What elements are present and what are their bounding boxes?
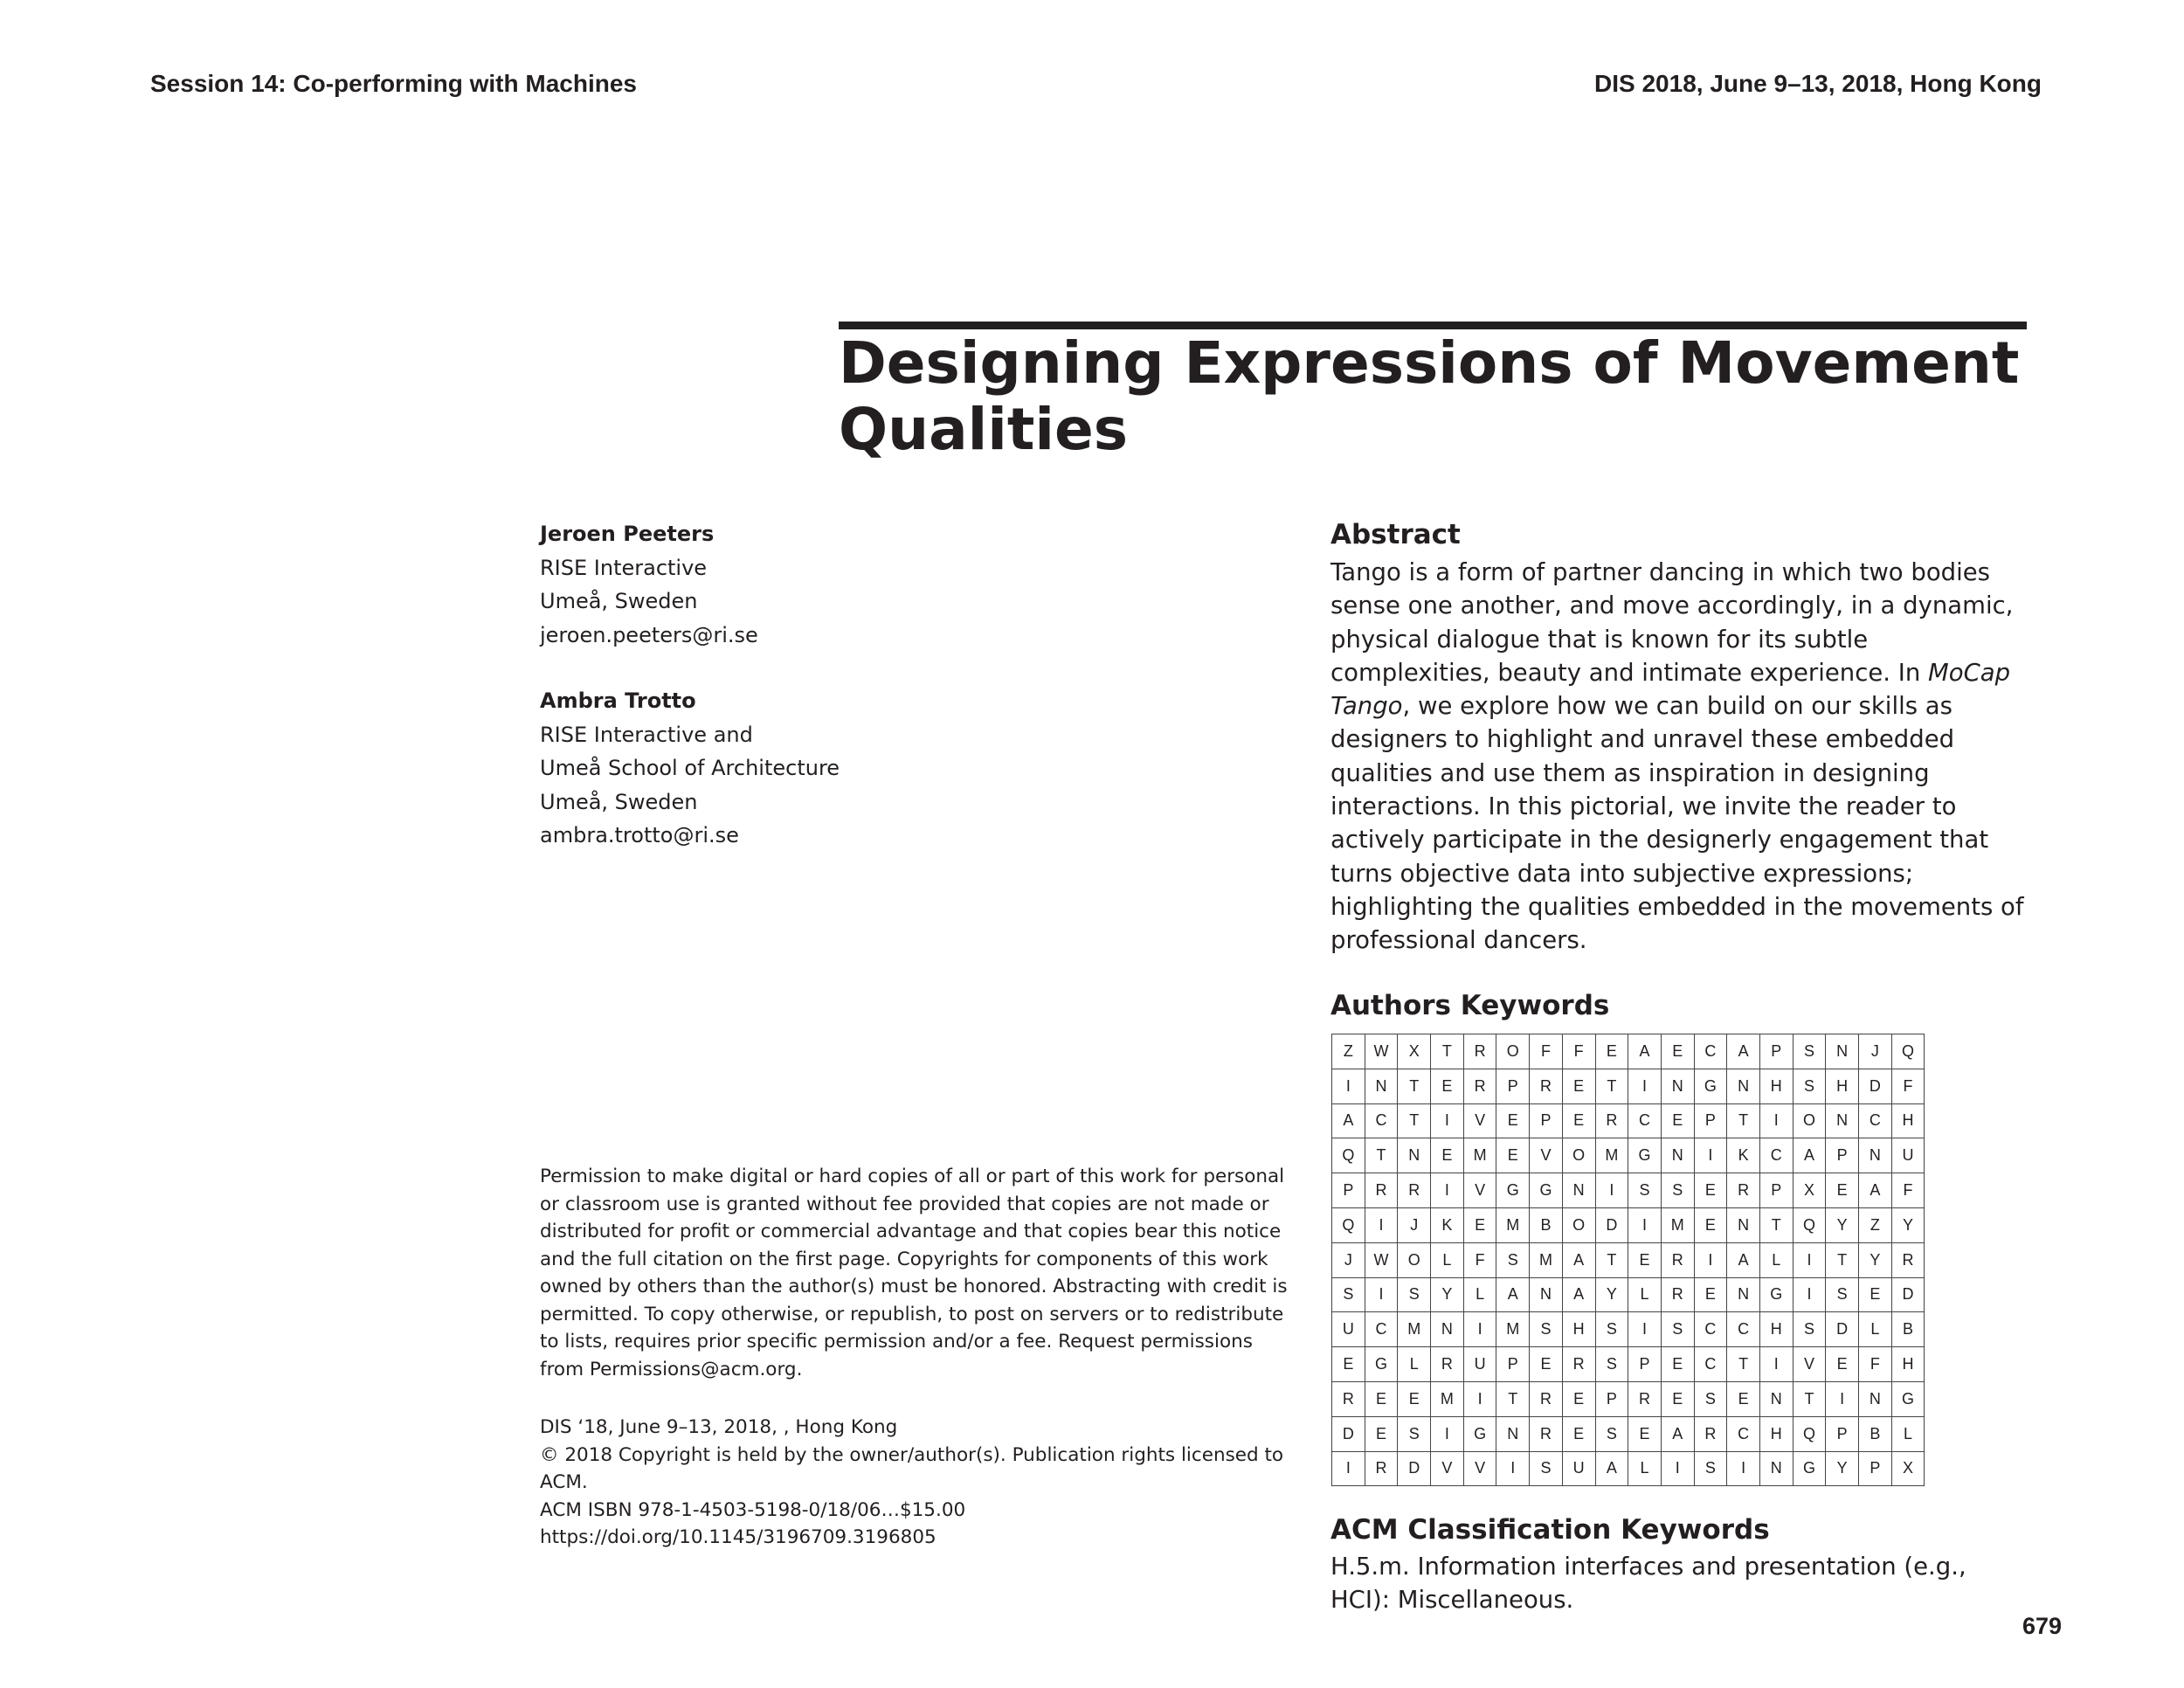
grid-cell: Q xyxy=(1793,1416,1826,1451)
grid-cell: A xyxy=(1661,1416,1694,1451)
grid-cell: P xyxy=(1595,1381,1628,1416)
grid-cell: I xyxy=(1694,1138,1727,1173)
author-name: Jeroen Peeters xyxy=(540,522,715,546)
running-header-session: Session 14: Co-performing with Machines xyxy=(150,70,637,97)
grid-cell: S xyxy=(1530,1312,1563,1347)
grid-cell: R xyxy=(1661,1277,1694,1312)
grid-cell: I xyxy=(1431,1103,1464,1138)
grid-cell: E xyxy=(1628,1242,1662,1277)
grid-cell: R xyxy=(1530,1381,1563,1416)
grid-cell: C xyxy=(1628,1103,1662,1138)
author-email: ambra.trotto@ri.se xyxy=(540,823,739,847)
grid-cell: I xyxy=(1496,1451,1530,1486)
grid-cell: E xyxy=(1595,1034,1628,1069)
grid-cell: E xyxy=(1859,1277,1892,1312)
grid-cell: M xyxy=(1431,1381,1464,1416)
grid-cell: S xyxy=(1694,1451,1727,1486)
grid-cell: E xyxy=(1628,1416,1662,1451)
grid-cell: A xyxy=(1562,1277,1595,1312)
grid-cell: S xyxy=(1694,1381,1727,1416)
grid-cell: V xyxy=(1793,1347,1826,1382)
grid-cell: Q xyxy=(1891,1034,1925,1069)
grid-cell: X xyxy=(1793,1173,1826,1208)
grid-cell: D xyxy=(1398,1451,1431,1486)
grid-cell: W xyxy=(1365,1242,1398,1277)
grid-cell: J xyxy=(1398,1207,1431,1242)
grid-cell: T xyxy=(1727,1103,1760,1138)
word-search-grid xyxy=(1331,1034,1925,1486)
grid-cell: E xyxy=(1661,1103,1694,1138)
grid-cell: E xyxy=(1562,1416,1595,1451)
grid-cell: P xyxy=(1859,1451,1892,1486)
grid-cell: N xyxy=(1727,1207,1760,1242)
grid-cell: S xyxy=(1793,1034,1826,1069)
grid-cell: K xyxy=(1727,1138,1760,1173)
grid-cell: S xyxy=(1826,1277,1859,1312)
grid-cell: L xyxy=(1628,1277,1662,1312)
grid-cell: R xyxy=(1530,1069,1563,1103)
grid-row xyxy=(1332,1138,1925,1173)
grid-cell: P xyxy=(1694,1103,1727,1138)
grid-cell: I xyxy=(1365,1277,1398,1312)
grid-cell: M xyxy=(1463,1138,1496,1173)
grid-cell: N xyxy=(1859,1138,1892,1173)
grid-cell: H xyxy=(1759,1069,1793,1103)
grid-cell: F xyxy=(1859,1347,1892,1382)
grid-cell: F xyxy=(1891,1069,1925,1103)
grid-cell: A xyxy=(1727,1034,1760,1069)
grid-cell: J xyxy=(1332,1242,1365,1277)
grid-cell: A xyxy=(1793,1138,1826,1173)
grid-cell: T xyxy=(1431,1034,1464,1069)
grid-cell: P xyxy=(1759,1034,1793,1069)
grid-cell: N xyxy=(1826,1034,1859,1069)
grid-cell: L xyxy=(1891,1416,1925,1451)
grid-cell: N xyxy=(1530,1277,1563,1312)
grid-cell: N xyxy=(1431,1312,1464,1347)
grid-cell: U xyxy=(1891,1138,1925,1173)
grid-cell: H xyxy=(1891,1103,1925,1138)
grid-cell: E xyxy=(1496,1138,1530,1173)
grid-cell: F xyxy=(1891,1173,1925,1208)
grid-cell: V xyxy=(1530,1138,1563,1173)
grid-cell: I xyxy=(1793,1277,1826,1312)
grid-cell: V xyxy=(1463,1451,1496,1486)
grid-cell: E xyxy=(1826,1173,1859,1208)
grid-cell: I xyxy=(1431,1416,1464,1451)
grid-cell: E xyxy=(1562,1381,1595,1416)
grid-cell: I xyxy=(1727,1451,1760,1486)
abstract-heading: Abstract xyxy=(1330,519,1461,550)
abstract-text-part: Tango is a form of partner dancing in which two bodies sense one another, and move accordingly, in a dynamic, physical dialogue that is known for its subtle complexities, beauty and intimate experience. In xyxy=(1330,558,2014,687)
grid-cell: P xyxy=(1826,1138,1859,1173)
grid-cell: A xyxy=(1332,1103,1365,1138)
grid-cell: Q xyxy=(1793,1207,1826,1242)
grid-cell: E xyxy=(1661,1347,1694,1382)
grid-row xyxy=(1332,1451,1925,1486)
grid-row xyxy=(1332,1416,1925,1451)
grid-cell: O xyxy=(1562,1207,1595,1242)
grid-cell: P xyxy=(1530,1103,1563,1138)
abstract-text xyxy=(1330,556,2029,958)
grid-cell: I xyxy=(1365,1207,1398,1242)
grid-cell: Z xyxy=(1859,1207,1892,1242)
grid-cell: F xyxy=(1463,1242,1496,1277)
grid-cell: L xyxy=(1759,1242,1793,1277)
grid-cell: R xyxy=(1530,1416,1563,1451)
grid-cell: C xyxy=(1859,1103,1892,1138)
grid-cell: R xyxy=(1595,1103,1628,1138)
grid-row xyxy=(1332,1242,1925,1277)
grid-cell: X xyxy=(1891,1451,1925,1486)
grid-cell: L xyxy=(1628,1451,1662,1486)
grid-cell: G xyxy=(1496,1173,1530,1208)
grid-cell: N xyxy=(1562,1173,1595,1208)
grid-cell: W xyxy=(1365,1034,1398,1069)
grid-cell: N xyxy=(1826,1103,1859,1138)
grid-cell: R xyxy=(1661,1242,1694,1277)
grid-cell: R xyxy=(1365,1451,1398,1486)
acm-heading: ACM Classification Keywords xyxy=(1330,1514,1770,1546)
grid-cell: V xyxy=(1463,1103,1496,1138)
grid-cell: T xyxy=(1398,1069,1431,1103)
grid-cell: G xyxy=(1793,1451,1826,1486)
grid-cell: H xyxy=(1759,1416,1793,1451)
grid-cell: S xyxy=(1793,1069,1826,1103)
grid-row xyxy=(1332,1173,1925,1208)
author-block xyxy=(540,517,758,652)
grid-cell: I xyxy=(1332,1451,1365,1486)
grid-cell: B xyxy=(1859,1416,1892,1451)
grid-cell: Y xyxy=(1431,1277,1464,1312)
grid-cell: I xyxy=(1628,1312,1662,1347)
grid-row xyxy=(1332,1277,1925,1312)
grid-cell: R xyxy=(1562,1347,1595,1382)
grid-cell: H xyxy=(1562,1312,1595,1347)
grid-cell: E xyxy=(1496,1103,1530,1138)
grid-cell: R xyxy=(1694,1416,1727,1451)
keywords-heading: Authors Keywords xyxy=(1330,990,1610,1021)
acm-classification-text: H.5.m. Information interfaces and presentation (e.g., HCI): Miscellaneous. xyxy=(1330,1553,1966,1615)
grid-cell: P xyxy=(1496,1347,1530,1382)
grid-cell: Q xyxy=(1332,1138,1365,1173)
grid-cell: T xyxy=(1365,1138,1398,1173)
grid-cell: S xyxy=(1661,1312,1694,1347)
grid-cell: G xyxy=(1694,1069,1727,1103)
grid-cell: F xyxy=(1562,1034,1595,1069)
doi-line: https://doi.org/10.1145/3196709.3196805 xyxy=(540,1526,936,1548)
grid-cell: G xyxy=(1463,1416,1496,1451)
grid-cell: D xyxy=(1826,1312,1859,1347)
grid-cell: H xyxy=(1891,1347,1925,1382)
grid-cell: R xyxy=(1332,1381,1365,1416)
grid-cell: N xyxy=(1398,1138,1431,1173)
grid-cell: A xyxy=(1859,1173,1892,1208)
grid-cell: S xyxy=(1595,1416,1628,1451)
grid-cell: I xyxy=(1759,1103,1793,1138)
author-name: Ambra Trotto xyxy=(540,688,696,713)
grid-cell: E xyxy=(1398,1381,1431,1416)
grid-cell: R xyxy=(1398,1173,1431,1208)
running-header-conference: DIS 2018, June 9–13, 2018, Hong Kong xyxy=(1594,70,2042,97)
grid-cell: T xyxy=(1759,1207,1793,1242)
author-location: Umeå, Sweden xyxy=(540,589,698,613)
grid-cell: P xyxy=(1628,1347,1662,1382)
grid-cell: M xyxy=(1595,1138,1628,1173)
grid-cell: E xyxy=(1826,1347,1859,1382)
grid-cell: Y xyxy=(1859,1242,1892,1277)
grid-cell: E xyxy=(1562,1069,1595,1103)
grid-cell: D xyxy=(1891,1277,1925,1312)
author-email: jeroen.peeters@ri.se xyxy=(540,622,758,647)
grid-cell: A xyxy=(1496,1277,1530,1312)
grid-cell: E xyxy=(1661,1034,1694,1069)
grid-cell: E xyxy=(1562,1103,1595,1138)
grid-cell: B xyxy=(1891,1312,1925,1347)
abstract-text-part: , we explore how we can build on our skills as designers to highlight and unravel these embedded qualities and use them as inspiration in designing interactions. In this pictorial, we invite the reader to actively participate in the designerly engagement that turns objective data into subjective expressions; highlighting the qualities embedded in the movements of professional dancers. xyxy=(1330,692,2024,955)
grid-cell: P xyxy=(1826,1416,1859,1451)
grid-row xyxy=(1332,1069,1925,1103)
grid-cell: A xyxy=(1595,1451,1628,1486)
grid-cell: E xyxy=(1727,1381,1760,1416)
grid-cell: D xyxy=(1859,1069,1892,1103)
grid-cell: I xyxy=(1826,1381,1859,1416)
grid-row xyxy=(1332,1312,1925,1347)
grid-cell: I xyxy=(1628,1069,1662,1103)
author-affiliation: RISE Interactive xyxy=(540,555,708,580)
grid-cell: Z xyxy=(1332,1034,1365,1069)
grid-cell: R xyxy=(1727,1173,1760,1208)
grid-cell: T xyxy=(1727,1347,1760,1382)
grid-cell: I xyxy=(1628,1207,1662,1242)
grid-cell: F xyxy=(1530,1034,1563,1069)
grid-cell: N xyxy=(1859,1381,1892,1416)
grid-cell: V xyxy=(1431,1451,1464,1486)
grid-cell: P xyxy=(1332,1173,1365,1208)
grid-cell: D xyxy=(1332,1416,1365,1451)
grid-cell: C xyxy=(1365,1103,1398,1138)
grid-cell: R xyxy=(1463,1034,1496,1069)
grid-cell: G xyxy=(1530,1173,1563,1208)
grid-cell: P xyxy=(1759,1173,1793,1208)
grid-cell: A xyxy=(1628,1034,1662,1069)
grid-cell: U xyxy=(1463,1347,1496,1382)
grid-cell: S xyxy=(1628,1173,1662,1208)
author-block xyxy=(540,684,840,853)
grid-cell: T xyxy=(1595,1069,1628,1103)
author-location: Umeå, Sweden xyxy=(540,789,698,814)
grid-cell: S xyxy=(1595,1312,1628,1347)
grid-cell: Y xyxy=(1595,1277,1628,1312)
grid-cell: E xyxy=(1463,1207,1496,1242)
grid-cell: C xyxy=(1727,1416,1760,1451)
grid-cell: G xyxy=(1891,1381,1925,1416)
grid-cell: E xyxy=(1661,1381,1694,1416)
grid-row xyxy=(1332,1347,1925,1382)
grid-cell: M xyxy=(1398,1312,1431,1347)
grid-cell: S xyxy=(1398,1416,1431,1451)
grid-cell: R xyxy=(1463,1069,1496,1103)
grid-cell: L xyxy=(1398,1347,1431,1382)
grid-cell: O xyxy=(1562,1138,1595,1173)
grid-cell: E xyxy=(1365,1416,1398,1451)
grid-cell: U xyxy=(1562,1451,1595,1486)
grid-cell: N xyxy=(1727,1069,1760,1103)
grid-cell: G xyxy=(1759,1277,1793,1312)
grid-cell: O xyxy=(1793,1103,1826,1138)
grid-cell: I xyxy=(1661,1451,1694,1486)
grid-cell: Y xyxy=(1826,1207,1859,1242)
grid-cell: K xyxy=(1431,1207,1464,1242)
grid-cell: N xyxy=(1661,1138,1694,1173)
grid-cell: I xyxy=(1694,1242,1727,1277)
grid-cell: Q xyxy=(1332,1207,1365,1242)
isbn-line: ACM ISBN 978-1-4503-5198-0/18/06…$15.00 xyxy=(540,1498,966,1521)
grid-cell: R xyxy=(1891,1242,1925,1277)
grid-cell: S xyxy=(1661,1173,1694,1208)
grid-cell: Y xyxy=(1891,1207,1925,1242)
grid-row xyxy=(1332,1103,1925,1138)
author-affiliation: Umeå School of Architecture xyxy=(540,756,840,780)
grid-cell: T xyxy=(1398,1103,1431,1138)
grid-cell: N xyxy=(1661,1069,1694,1103)
grid-cell: R xyxy=(1628,1381,1662,1416)
permission-notice: Permission to make digital or hard copies of all or part of this work for personal or classroom use is granted without fee provided that copies are not made or distributed for profit or commercial advantage and that copies bear this notice and the full citation on the first page. Copyrights for components of this work owned by others than the author(s) must be honored. Abstracting with credit is permitted. To copy otherwise, or republish, to post on servers or to redistribute to lists, requires prior specific permission and/or a fee. Request permissions from Permissions@acm.org. xyxy=(540,1166,1288,1380)
grid-cell: G xyxy=(1628,1138,1662,1173)
grid-cell: I xyxy=(1793,1242,1826,1277)
grid-cell: O xyxy=(1496,1034,1530,1069)
grid-cell: T xyxy=(1793,1381,1826,1416)
grid-cell: M xyxy=(1496,1207,1530,1242)
copyright-line: © 2018 Copyright is held by the owner/author(s). Publication rights licensed to ACM. xyxy=(540,1443,1284,1493)
author-affiliation: RISE Interactive and xyxy=(540,722,753,747)
grid-cell: I xyxy=(1463,1312,1496,1347)
grid-cell: I xyxy=(1431,1173,1464,1208)
grid-cell: N xyxy=(1759,1381,1793,1416)
grid-cell: C xyxy=(1694,1034,1727,1069)
grid-cell: E xyxy=(1530,1347,1563,1382)
grid-cell: L xyxy=(1859,1312,1892,1347)
grid-cell: E xyxy=(1694,1207,1727,1242)
grid-cell: E xyxy=(1431,1069,1464,1103)
conference-line: DIS ‘18, June 9–13, 2018, , Hong Kong xyxy=(540,1416,898,1438)
project-name: MoCap Tango xyxy=(1330,658,2011,721)
grid-cell: S xyxy=(1332,1277,1365,1312)
grid-cell: C xyxy=(1759,1138,1793,1173)
grid-cell: C xyxy=(1694,1347,1727,1382)
grid-cell: U xyxy=(1332,1312,1365,1347)
grid-cell: I xyxy=(1759,1347,1793,1382)
grid-row xyxy=(1332,1381,1925,1416)
grid-cell: I xyxy=(1463,1381,1496,1416)
grid-cell: T xyxy=(1826,1242,1859,1277)
grid-cell: L xyxy=(1463,1277,1496,1312)
grid-cell: N xyxy=(1496,1416,1530,1451)
grid-cell: C xyxy=(1727,1312,1760,1347)
grid-cell: N xyxy=(1727,1277,1760,1312)
publication-info xyxy=(540,1414,1291,1552)
grid-cell: A xyxy=(1727,1242,1760,1277)
grid-cell: C xyxy=(1365,1312,1398,1347)
grid-cell: S xyxy=(1398,1277,1431,1312)
grid-cell: R xyxy=(1431,1347,1464,1382)
grid-row xyxy=(1332,1034,1925,1069)
grid-cell: A xyxy=(1562,1242,1595,1277)
grid-cell: X xyxy=(1398,1034,1431,1069)
grid-cell: M xyxy=(1661,1207,1694,1242)
grid-cell: S xyxy=(1793,1312,1826,1347)
title-rule xyxy=(839,322,2027,329)
grid-cell: S xyxy=(1530,1451,1563,1486)
paper-title: Designing Expressions of Movement Qualities xyxy=(839,329,2020,463)
grid-cell: S xyxy=(1595,1347,1628,1382)
grid-cell: J xyxy=(1859,1034,1892,1069)
grid-cell: C xyxy=(1694,1312,1727,1347)
grid-cell: H xyxy=(1759,1312,1793,1347)
grid-cell: E xyxy=(1694,1173,1727,1208)
grid-cell: O xyxy=(1398,1242,1431,1277)
grid-cell: N xyxy=(1759,1451,1793,1486)
grid-cell: E xyxy=(1332,1347,1365,1382)
grid-cell: D xyxy=(1595,1207,1628,1242)
grid-cell: G xyxy=(1365,1347,1398,1382)
grid-cell: M xyxy=(1530,1242,1563,1277)
grid-cell: P xyxy=(1496,1069,1530,1103)
grid-cell: Y xyxy=(1826,1451,1859,1486)
grid-cell: B xyxy=(1530,1207,1563,1242)
page-number: 679 xyxy=(2022,1613,2062,1639)
grid-cell: I xyxy=(1332,1069,1365,1103)
grid-cell: T xyxy=(1595,1242,1628,1277)
grid-cell: I xyxy=(1595,1173,1628,1208)
grid-row xyxy=(1332,1207,1925,1242)
grid-cell: S xyxy=(1496,1242,1530,1277)
grid-cell: V xyxy=(1463,1173,1496,1208)
grid-cell: E xyxy=(1694,1277,1727,1312)
grid-cell: R xyxy=(1365,1173,1398,1208)
grid-cell: N xyxy=(1365,1069,1398,1103)
grid-cell: H xyxy=(1826,1069,1859,1103)
grid-cell: T xyxy=(1496,1381,1530,1416)
grid-cell: M xyxy=(1496,1312,1530,1347)
grid-cell: E xyxy=(1431,1138,1464,1173)
grid-cell: L xyxy=(1431,1242,1464,1277)
grid-cell: E xyxy=(1365,1381,1398,1416)
